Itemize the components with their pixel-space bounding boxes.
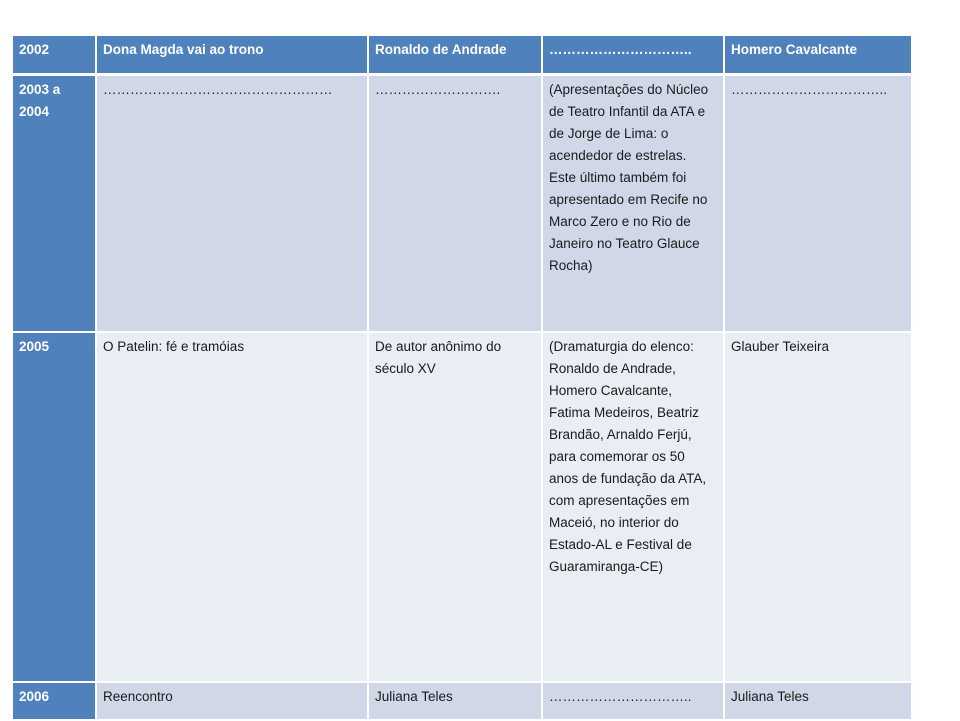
author-cell: Juliana Teles [368, 682, 542, 720]
notes-cell: ………………………….. [542, 35, 724, 75]
table-row-2006 [12, 682, 912, 720]
year-cell: 2003 a 2004 [12, 75, 96, 333]
director-cell: Glauber Teixeira [724, 332, 912, 682]
play-title-cell: O Patelin: fé e tramóias [96, 332, 368, 682]
notes-cell: ………………………….. [542, 682, 724, 720]
year-cell: 2006 [12, 682, 96, 720]
play-title-cell: …………………………………………… [96, 75, 368, 333]
play-title-cell: Dona Magda vai ao trono [96, 35, 368, 75]
director-cell: Juliana Teles [724, 682, 912, 720]
notes-cell: (Dramaturgia do elenco: Ronaldo de Andrade, Homero Cavalcante, Fatima Medeiros, Beatriz Brandão, Arnaldo Ferjú, para comemorar os 50 anos de fundação da ATA, com apresentações em Maceió, no interior do Estado-AL e Festival de Guaramiranga-CE) [542, 332, 724, 682]
table-row-2003-2004 [12, 75, 912, 333]
table-row-2002 [12, 35, 912, 75]
year-cell: 2005 [12, 332, 96, 682]
notes-cell: (Apresentações do Núcleo de Teatro Infantil da ATA e de Jorge de Lima: o acendedor de estrelas. Este último também foi apresentado em Recife no Marco Zero e no Rio de Janeiro no Teatro Glauce Rocha) [542, 75, 724, 333]
director-cell: Homero Cavalcante [724, 35, 912, 75]
author-cell: ………………………. [368, 75, 542, 333]
author-cell: Ronaldo de Andrade [368, 35, 542, 75]
director-cell: …………………………….. [724, 75, 912, 333]
play-title-cell: Reencontro [96, 682, 368, 720]
author-cell: De autor anônimo do século XV [368, 332, 542, 682]
theater-history-table [11, 34, 913, 721]
year-cell: 2002 [12, 35, 96, 75]
table-row-2005 [12, 332, 912, 682]
